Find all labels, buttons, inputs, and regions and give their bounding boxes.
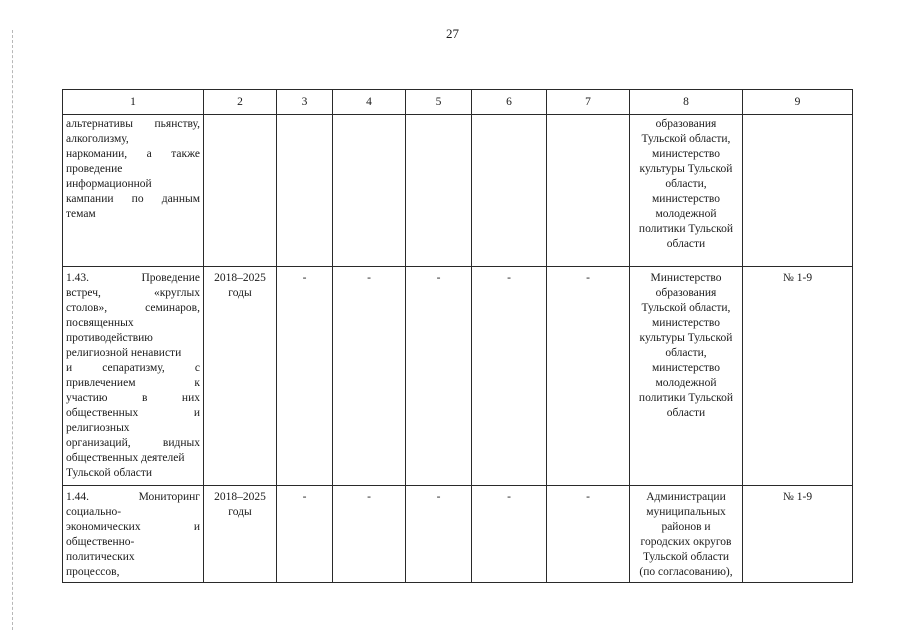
description-line — [66, 376, 200, 391]
description-line — [66, 286, 200, 301]
executor-line: молодежной — [655, 208, 717, 220]
description-word: организаций, — [66, 437, 131, 449]
funding-cell-col-4: - — [333, 486, 406, 583]
period-line: 2018–2025 — [214, 272, 266, 284]
executor-line: районов и — [661, 521, 711, 533]
executor-line: политики Тульской — [638, 392, 734, 404]
description-line — [66, 361, 200, 376]
executor-line: культуры Тульской — [639, 332, 733, 344]
description-word: пьянству, — [154, 118, 200, 130]
description-line — [66, 451, 200, 466]
description-word: в — [142, 392, 148, 404]
description-line — [66, 505, 200, 520]
description-word: противодействию — [66, 332, 153, 344]
executors — [630, 115, 743, 267]
executors — [630, 486, 743, 583]
description-line — [66, 421, 200, 436]
funding-cell-col-3 — [277, 115, 333, 267]
column-header-8: 8 — [630, 90, 743, 115]
description-line — [66, 346, 200, 361]
description-word: Мониторинг — [138, 491, 200, 503]
description-word: также — [171, 148, 200, 160]
funding-cell-col-4 — [333, 115, 406, 267]
description-word: столов», — [66, 302, 108, 314]
funding-cell-col-5: - — [406, 267, 472, 486]
executor-line: образования — [655, 118, 717, 130]
executor-line: Тульской области — [642, 551, 729, 563]
measures-table — [62, 89, 853, 583]
description-word: религиозных — [66, 422, 130, 434]
measure-description — [63, 486, 204, 583]
description-word: с — [194, 362, 200, 374]
funding-cell-col-3: - — [277, 267, 333, 486]
executor-line: политики Тульской — [638, 223, 734, 235]
executor-line: области — [666, 238, 706, 250]
description-line — [66, 192, 200, 207]
column-header-9: 9 — [743, 90, 853, 115]
table-row — [63, 115, 853, 267]
funding-cell-col-6: - — [472, 486, 547, 583]
description-word: социально- — [66, 506, 122, 518]
description-word: и — [66, 362, 73, 374]
column-header-3: 3 — [277, 90, 333, 115]
description-word: а — [146, 148, 152, 160]
column-header-4: 4 — [333, 90, 406, 115]
funding-cell-col-5 — [406, 115, 472, 267]
description-word: 1.44. — [66, 491, 89, 503]
description-line — [66, 490, 200, 505]
executor-line: Тульской области, — [641, 302, 731, 314]
executor-line: культуры Тульской — [639, 163, 733, 175]
executors — [630, 267, 743, 486]
description-word: встреч, — [66, 287, 101, 299]
column-header-6: 6 — [472, 90, 547, 115]
executor-line: молодежной — [655, 377, 717, 389]
funding-cell-col-7 — [547, 115, 630, 267]
table-row — [63, 486, 853, 583]
executor-line: муниципальных — [646, 506, 726, 518]
implementation-period — [204, 267, 277, 486]
description-word: и — [193, 521, 200, 533]
description-line — [66, 565, 200, 580]
description-word: процессов, — [66, 566, 120, 578]
description-word: семинаров, — [145, 302, 200, 314]
executor-line: министерство — [652, 362, 720, 374]
executor-line: (по согласованию), — [639, 566, 733, 578]
description-line — [66, 271, 200, 286]
description-line — [66, 406, 200, 421]
description-line — [66, 177, 200, 192]
description-line — [66, 535, 200, 550]
funding-cell-col-6: - — [472, 267, 547, 486]
column-header-7: 7 — [547, 90, 630, 115]
period-line: годы — [228, 287, 252, 299]
description-word: посвященных — [66, 317, 134, 329]
description-word: Проведение — [141, 272, 200, 284]
table-row — [63, 267, 853, 486]
description-word: наркомании, — [66, 148, 128, 160]
description-word: альтернативы — [66, 118, 133, 130]
period-line: 2018–2025 — [214, 491, 266, 503]
description-line — [66, 466, 200, 481]
description-line — [66, 436, 200, 451]
executor-line: области — [666, 407, 706, 419]
description-word: «круглых — [153, 287, 200, 299]
indicator-reference — [743, 115, 853, 267]
executor-line: министерство — [652, 193, 720, 205]
description-word: общественно- — [66, 536, 135, 548]
description-line — [66, 207, 200, 222]
description-line — [66, 550, 200, 565]
description-word: проведение — [66, 163, 123, 175]
description-word: 1.43. — [66, 272, 89, 284]
description-word: информационной — [66, 178, 152, 190]
funding-cell-col-7: - — [547, 267, 630, 486]
description-word: участию — [66, 392, 108, 404]
executor-line: области, — [665, 178, 707, 190]
description-word: привлечением — [66, 377, 136, 389]
funding-cell-col-3: - — [277, 486, 333, 583]
description-word: общественных деятелей — [66, 452, 185, 464]
funding-cell-col-7: - — [547, 486, 630, 583]
executor-line: образования — [655, 287, 717, 299]
description-line — [66, 147, 200, 162]
description-word: алкоголизму, — [66, 133, 129, 145]
implementation-period — [204, 115, 277, 267]
description-word: общественных — [66, 407, 139, 419]
executor-line: Министерство — [650, 272, 722, 284]
description-line — [66, 162, 200, 177]
description-word: Тульской области — [66, 467, 153, 479]
executor-line: министерство — [652, 148, 720, 160]
description-word: кампании — [66, 193, 114, 205]
description-line — [66, 117, 200, 132]
description-word: по — [131, 193, 144, 205]
scan-edge-marks — [12, 30, 14, 630]
description-line — [66, 331, 200, 346]
description-word: экономических — [66, 521, 141, 533]
description-line — [66, 132, 200, 147]
description-word: религиозной ненависти — [66, 347, 182, 359]
description-word: политических — [66, 551, 135, 563]
funding-cell-col-5: - — [406, 486, 472, 583]
funding-cell-col-6 — [472, 115, 547, 267]
measure-description — [63, 267, 204, 486]
executor-line: Тульской области, — [641, 133, 731, 145]
header-row — [63, 90, 853, 115]
column-header-5: 5 — [406, 90, 472, 115]
column-header-2: 2 — [204, 90, 277, 115]
executor-line: области, — [665, 347, 707, 359]
indicator-reference: № 1-9 — [743, 486, 853, 583]
description-word: к — [194, 377, 200, 389]
description-word: сепаратизму, — [102, 362, 165, 374]
description-line — [66, 316, 200, 331]
description-word: данным — [161, 193, 200, 205]
description-word: темам — [66, 208, 96, 220]
funding-cell-col-4: - — [333, 267, 406, 486]
indicator-reference: № 1-9 — [743, 267, 853, 486]
executor-line: городских округов — [640, 536, 732, 548]
implementation-period — [204, 486, 277, 583]
description-word: них — [181, 392, 200, 404]
description-word: и — [193, 407, 200, 419]
measure-description — [63, 115, 204, 267]
period-line: годы — [228, 506, 252, 518]
description-line — [66, 520, 200, 535]
description-line — [66, 301, 200, 316]
executor-line: Администрации — [646, 491, 726, 503]
page-number: 27 — [446, 26, 459, 41]
description-word: видных — [162, 437, 200, 449]
description-line — [66, 391, 200, 406]
executor-line: министерство — [652, 317, 720, 329]
column-header-1: 1 — [63, 90, 204, 115]
